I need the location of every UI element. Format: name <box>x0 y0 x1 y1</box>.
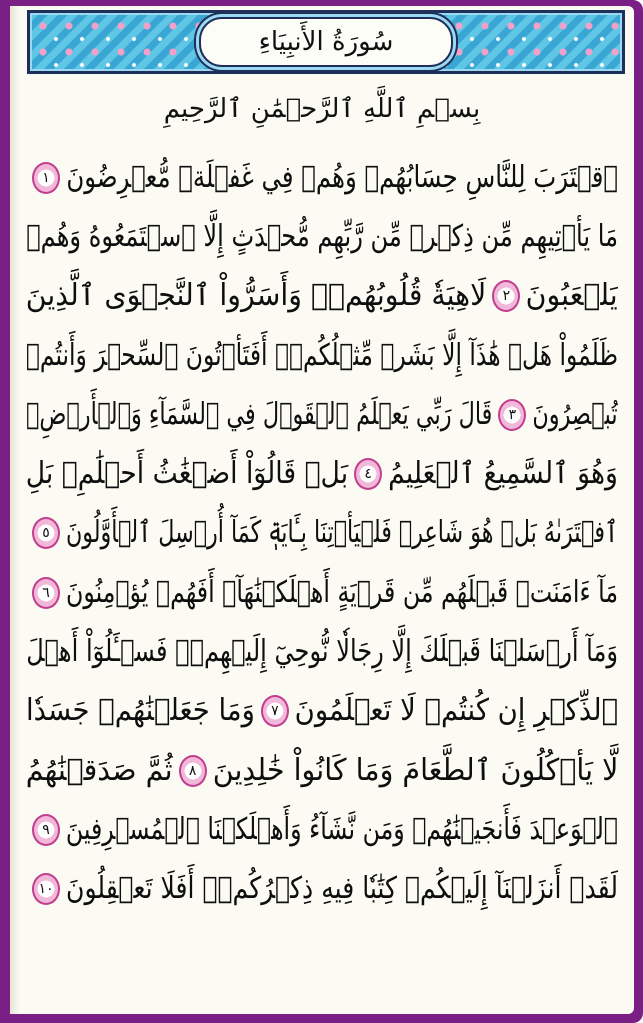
verse-text: مَآ ءَامَنَتۡ قَبۡلَهُم مِّن قَرۡيَةٍ أَهۡلَكۡنَٰهَآۖ أَفَهُمۡ يُؤۡمِنُونَ <box>65 574 619 610</box>
verse-text: ٱلۡوَعۡدَ فَأَنجَيۡنَٰهُمۡ وَمَن نَّشَآءُ وَأَهۡلَكۡنَا ٱلۡمُسۡرِفِينَ <box>65 811 618 847</box>
verse-text: وَهُوَ ٱلسَّمِيعُ ٱلۡعَلِيمُ <box>388 456 618 492</box>
verse-line <box>26 622 618 681</box>
surah-title: سُورَةُ الأَنبِيَاءِ <box>258 27 394 57</box>
surah-title-frame <box>199 17 453 67</box>
verse-text: ثُمَّ صَدَقۡنَٰهُمُ <box>25 752 173 788</box>
ayah-number-marker: ٤ <box>354 458 382 490</box>
verse-text: ٱقۡتَرَبَ لِلنَّاسِ حِسَابُهُمۡ وَهُمۡ فِي غَفۡلَةٖ مُّعۡرِضُونَ <box>66 159 619 195</box>
verse-line <box>26 741 618 800</box>
verse-text: لَّا يَأۡكُلُونَ ٱلطَّعَامَ وَمَا كَانُواْ خَٰلِدِينَ <box>212 752 618 788</box>
ayah-number-marker: ١ <box>32 162 60 194</box>
verse-text: ٱلذِّكۡرِ إِن كُنتُمۡ لَا تَعۡلَمُونَ <box>294 693 618 729</box>
verse-line <box>26 682 618 741</box>
page-paper <box>10 6 634 1014</box>
verse-text: لَاهِيَةٗ قُلُوبُهُمۡۗ وَأَسَرُّواْ ٱلنَّجۡوَى ٱلَّذِينَ <box>25 278 487 314</box>
verse-text: ٱفۡتَرَىٰهُ بَلۡ هُوَ شَاعِرٞ فَلۡيَأۡتِنَا بِـَٔايَةٖ كَمَآ أُرۡسِلَ ٱلۡأَوَّلُونَ <box>65 515 618 551</box>
ayah-number-marker: ٥ <box>32 517 60 549</box>
ayah-number-marker: ٢ <box>492 280 520 312</box>
verse-text: ظَلَمُواْ هَلۡ هَٰذَآ إِلَّا بَشَرٞ مِّثۡلُكُمۡۖ أَفَتَأۡتُونَ ٱلسِّحۡرَ وَأَنتُمۡ <box>25 337 619 373</box>
verse-text: وَمَا جَعَلۡنَٰهُمۡ جَسَدٗا <box>26 693 255 729</box>
ayah-number-marker: ٩ <box>32 814 60 846</box>
verse-text: يَلۡعَبُونَ <box>525 278 618 314</box>
verse-text: تُبۡصِرُونَ <box>532 396 618 432</box>
ayah-number-marker: ٧ <box>261 695 289 727</box>
page-spine-shadow <box>10 6 20 1014</box>
verse-text: قَالَ رَبِّي يَعۡلَمُ ٱلۡقَوۡلَ فِي ٱلسَّمَآءِ وَٱلۡأَرۡضِۖ <box>25 396 493 432</box>
verse-line <box>26 385 618 444</box>
verse-line <box>26 444 618 503</box>
verse-text: لَقَدۡ أَنزَلۡنَآ إِلَيۡكُمۡ كِتَٰبٗا فِيهِ ذِكۡرُكُمۡۚ أَفَلَا تَعۡقِلُونَ <box>66 871 619 907</box>
ayah-number-marker: ٦ <box>32 577 60 609</box>
verse-line <box>26 326 618 385</box>
verse-line <box>26 207 618 266</box>
verse-line <box>26 860 618 919</box>
surah-header-banner <box>27 10 625 74</box>
ayah-number-marker: ١٠ <box>32 873 60 905</box>
verse-line <box>26 563 618 622</box>
ayah-number-marker: ٨ <box>179 755 207 787</box>
verse-line <box>26 504 618 563</box>
ayah-number-marker: ٣ <box>498 399 526 431</box>
verse-line <box>26 800 618 859</box>
verse-line <box>26 148 618 207</box>
verse-line <box>26 267 618 326</box>
verse-text: وَمَآ أَرۡسَلۡنَا قَبۡلَكَ إِلَّا رِجَالٗا نُّوحِيٓ إِلَيۡهِمۡۖ فَسۡـَٔلُوٓاْ أَهۡلَ <box>26 634 619 670</box>
verse-lines <box>26 148 618 919</box>
basmala: بِسۡمِ ٱللَّهِ ٱلرَّحۡمَٰنِ ٱلرَّحِيمِ <box>163 94 481 124</box>
verse-text: مَا يَأۡتِيهِم مِّن ذِكۡرٖ مِّن رَّبِّهِم مُّحۡدَثٍ إِلَّا ٱسۡتَمَعُوهُ وَهُمۡ <box>26 218 618 254</box>
verse-text: بَلۡ قَالُوٓاْ أَضۡغَٰثُ أَحۡلَٰمِۭ بَلِ <box>25 456 349 492</box>
